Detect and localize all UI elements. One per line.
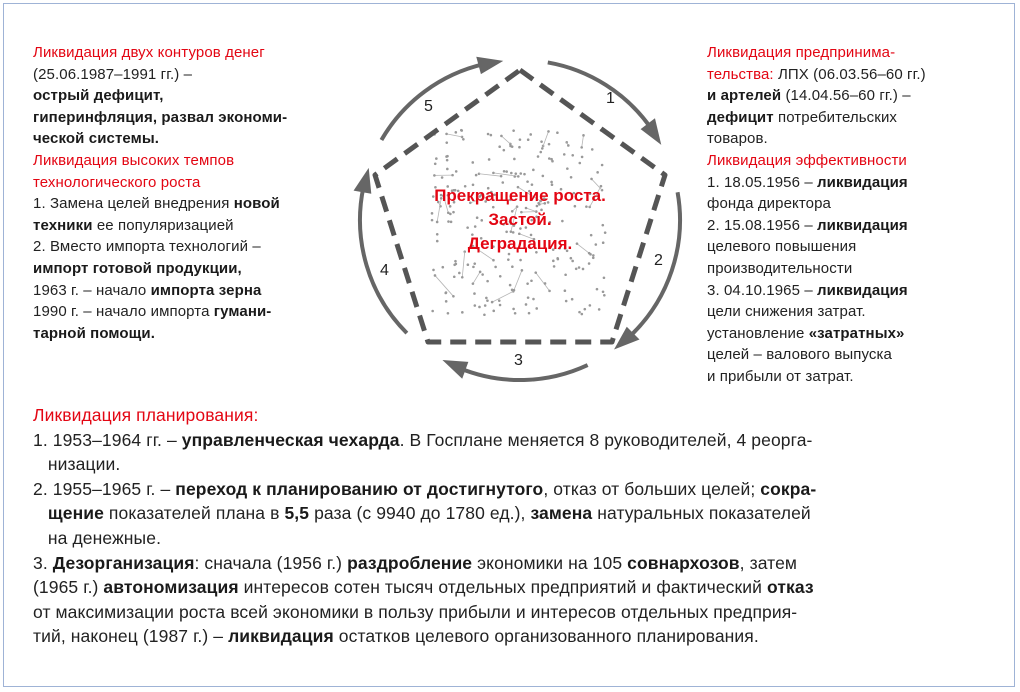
emphasis-text: гумани- [213,303,272,321]
network-node [451,174,454,177]
right-text-line [707,193,926,215]
bottom-text-line [33,452,816,477]
network-node [446,168,449,171]
heading-text: Ликвидация планирования: [33,405,259,425]
network-node [567,144,570,147]
bottom-text-line [33,501,816,526]
network-node [431,310,434,313]
bottom-text-line [33,403,816,428]
network-node [481,273,484,276]
emphasis-text: отказ [766,577,814,598]
center-line-2: Застой. [488,210,552,229]
network-node [527,296,530,299]
network-node [553,265,556,268]
network-node [509,145,512,148]
network-node [564,273,567,276]
cycle-number-1: 1 [606,90,615,107]
network-node [447,312,450,315]
left-text-line [33,236,287,258]
right-text-line [707,258,926,280]
network-node [556,131,559,134]
left-text-line [33,258,287,280]
body-text: потребительских [773,108,898,126]
network-node [565,300,568,303]
emphasis-text: раздробление [347,552,473,573]
network-node [530,279,533,282]
network-node [544,282,547,285]
body-text: установление [707,324,809,342]
network-node [580,146,583,149]
network-node [556,257,559,260]
network-node [505,170,508,173]
network-node [596,288,599,291]
network-node [492,259,495,262]
network-node [532,169,535,172]
network-node [509,284,512,287]
network-node [441,176,444,179]
heading-text: Ликвидация двух контуров денег [33,44,265,61]
network-node [452,295,455,298]
network-edge [514,270,522,290]
planning-text-block [33,403,816,649]
network-node [548,290,551,293]
network-edge [492,291,513,302]
network-node [526,282,529,285]
network-node [582,134,585,137]
network-node [578,162,581,165]
network-node [578,266,581,269]
network-node [453,275,456,278]
network-node [486,280,489,283]
body-text: 3. [33,552,53,573]
network-node [541,147,544,150]
network-edge [479,174,501,176]
network-node [578,311,581,314]
bottom-text-line [33,526,816,551]
network-node [582,268,585,271]
right-text-line [707,236,926,258]
emphasis-text: щение [47,503,104,524]
network-node [472,266,475,269]
right-text-line [707,344,926,366]
body-text: (25.06.1987–1991 гг.) – [33,65,193,83]
emphasis-text: замена [530,503,593,524]
network-node [473,262,476,265]
network-node [460,129,463,132]
body-text: и прибыли от затрат. [707,367,854,385]
network-node [537,155,540,158]
network-node [455,170,458,173]
center-line-3: Деградация. [467,234,573,253]
network-node [571,154,574,157]
body-text: низации. [33,454,121,475]
body-text: производительности [707,259,853,277]
left-text-line [33,323,287,345]
right-text-block [707,42,926,388]
network-node [596,171,599,174]
emphasis-text: 5,5 [284,503,310,524]
body-text: на денежные. [33,527,162,548]
network-node [598,308,601,311]
network-node [498,145,501,148]
heading-text: тельства: [707,65,774,83]
emphasis-text: «затратных» [808,324,905,342]
body-text: , затем [739,552,798,573]
emphasis-text: острый дефицит, [33,87,164,105]
body-text: остатков целевого организованного планирования. [333,626,759,647]
network-node [478,306,481,309]
network-node [474,304,477,307]
network-node [484,304,487,307]
emphasis-text: тарной помощи. [33,324,155,342]
body-text: 1. 1953–1964 гг. – [33,429,182,450]
left-text-line [33,301,287,323]
network-node [499,275,502,278]
network-edge [435,275,453,296]
network-edge [582,135,584,147]
body-text: раза (с 9940 до 1780 ед.), [309,503,531,524]
network-node [458,272,461,275]
network-node [514,172,517,175]
network-node [527,138,530,141]
cycle-arrow-1 [548,62,651,128]
network-node [507,258,510,261]
emphasis-text: ликвидация [228,626,334,647]
bottom-text-line [33,477,816,502]
network-node [471,161,474,164]
left-text-block [33,42,287,344]
emphasis-text: и артелей [707,87,782,105]
body-text: (14.04.56–60 гг.) – [781,87,911,105]
network-node [462,138,465,141]
cycle-number-4: 4 [380,262,389,279]
network-node [539,151,542,154]
network-node [490,134,493,137]
arrowhead-icon [442,360,468,379]
body-text: 1990 г. – начало импорта [33,303,214,321]
body-text: от максимизации роста всей экономики в пользу прибыли и интересов отдельных предприя- [33,601,798,622]
network-node [548,157,551,160]
bottom-text-line [33,575,816,600]
network-node [513,175,516,178]
right-text-line [707,323,926,345]
network-node [540,140,543,143]
right-text-line [707,150,926,172]
network-node [603,276,606,279]
network-node [461,311,464,314]
center-line-1: Прекращение роста. [434,186,606,205]
network-node [603,294,606,297]
emphasis-text: ликвидация [817,281,908,299]
body-text: целей – валового выпуска [707,346,892,364]
right-text-line [707,42,926,64]
right-text-line [707,301,926,323]
left-text-line [33,64,287,86]
network-node [499,304,502,307]
network-node [552,260,555,263]
body-text: ЛПХ (06.03.56–60 гг.) [773,65,926,83]
network-edge [447,134,462,137]
body-text [33,503,48,523]
body-text: 3. 04.10.1965 – [707,281,818,299]
network-node [588,262,591,265]
center-caption [400,184,640,256]
network-edge [501,136,510,144]
emphasis-text: ликвидация [817,173,908,191]
network-node [575,267,578,270]
network-node [564,289,567,292]
emphasis-text: переход к планированию от достигнутого [175,478,544,499]
network-node [441,266,444,269]
network-node [488,158,491,161]
network-node [517,175,520,178]
emphasis-text: совнархозов [627,552,740,573]
network-edge [536,273,550,291]
network-node [512,129,515,132]
network-node [491,301,494,304]
heading-text: Ликвидация эффективности [707,151,907,169]
network-node [513,289,516,292]
network-node [435,157,438,160]
network-node [523,173,526,176]
body-text: 1963 г. – начало [33,281,151,299]
network-node [498,299,501,302]
right-text-line [707,172,926,194]
body-text: целевого повышения [707,238,857,256]
cycle-number-2: 2 [654,252,663,269]
network-node [479,271,482,274]
left-text-line [33,85,287,107]
left-text-line [33,107,287,129]
network-node [519,138,522,141]
emphasis-text: импорта зерна [150,281,262,299]
cycle-number-3: 3 [514,352,523,369]
heading-text: технологического роста [33,173,201,191]
network-node [486,299,489,302]
network-node [433,174,436,177]
network-edge [473,272,480,284]
body-text: экономики на 105 [472,552,628,573]
network-node [434,162,437,165]
heading-text: Ликвидация предпринима- [707,44,896,61]
emphasis-text: Дезорганизация [52,552,195,573]
emphasis-text: техники [33,216,93,234]
network-node [581,156,584,159]
body-text: тий, наконец (1987 г.) – [33,626,229,647]
bottom-text-line [33,600,816,625]
network-node [444,292,447,295]
network-node [592,257,595,260]
network-node [514,312,517,315]
network-node [583,308,586,311]
network-node [483,313,486,316]
network-node [519,172,522,175]
network-node [510,172,513,175]
left-text-line [33,193,287,215]
left-text-line [33,150,287,172]
network-node [518,146,521,149]
body-text: товаров. [707,130,768,148]
network-node [461,276,464,279]
arrowhead-icon [354,168,372,194]
body-text: 1. Замена целей внедрения [33,195,234,213]
body-text: показателей плана в [103,503,285,524]
network-node [548,143,551,146]
body-text: , отказ от больших целей; [543,478,761,499]
network-node [473,292,476,295]
emphasis-text: управленческая чехарда [181,429,400,450]
bottom-text-line [33,428,816,453]
left-text-line [33,172,287,194]
emphasis-text: дефицит [707,108,774,126]
network-node [601,164,604,167]
left-text-line [33,42,287,64]
network-node [581,313,584,316]
body-text: . В Госплане меняется 8 руководителей, 4 реорга- [399,429,813,450]
network-node [445,133,448,136]
right-text-line [707,366,926,388]
emphasis-text: ликвидация [817,216,908,234]
network-node [532,298,535,301]
left-text-line [33,215,287,237]
network-node [475,174,478,177]
body-text: интересов сотен тысяч отдельных предприятий и фактический [238,577,767,598]
body-text: 1. 18.05.1956 – [707,173,818,191]
arrowhead-icon [476,57,503,74]
network-node [512,308,515,311]
right-text-line [707,280,926,302]
network-node [547,130,550,133]
body-text: цели снижения затрат. [707,303,866,321]
network-node [570,257,573,260]
network-node [590,178,593,181]
network-node [492,172,495,175]
body-text: 2. Вместо импорта технологий – [33,238,261,256]
body-text: натуральных показателей [592,503,811,524]
network-node [571,298,574,301]
network-node [602,290,605,293]
body-text: 2. 15.08.1956 – [707,216,818,234]
network-node [529,133,532,136]
emphasis-text: импорт готовой продукции, [33,259,242,277]
network-node [455,131,458,134]
network-node [589,304,592,307]
network-node [513,158,516,161]
network-node [563,153,566,156]
network-node [455,263,458,266]
right-text-line [707,64,926,86]
network-node [511,265,514,268]
network-node [434,274,437,277]
network-node [571,260,574,263]
emphasis-text: ческой системы. [33,130,160,148]
network-node [526,180,529,183]
network-node [445,155,448,158]
network-node [566,167,569,170]
body-text: ее популяризацией [92,216,234,234]
bottom-text-line [33,551,816,576]
body-text: : сначала (1956 г.) [194,552,348,573]
network-node [485,297,488,300]
cycle-number-5: 5 [424,98,433,115]
network-node [500,135,503,138]
network-node [534,271,537,274]
left-text-line [33,280,287,302]
emphasis-text: автономизация [103,577,239,598]
network-node [570,176,573,179]
network-node [492,310,495,313]
right-text-line [707,128,926,150]
network-node [467,263,470,266]
network-node [519,259,522,262]
right-text-line [707,107,926,129]
right-text-line [707,85,926,107]
body-text: 2. 1955–1965 г. – [33,478,176,499]
network-node [550,181,553,184]
network-node [591,148,594,151]
network-node [521,269,524,272]
network-node [494,266,497,269]
arrowhead-icon [641,118,662,145]
network-node [445,141,448,144]
network-node [503,149,506,152]
network-node [535,307,538,310]
network-node [542,175,545,178]
emphasis-text: сокра- [760,478,817,499]
bottom-text-line [33,624,816,649]
network-node [454,260,457,263]
cycle-arrow-3 [460,365,588,380]
network-node [528,312,531,315]
left-text-line [33,128,287,150]
network-node [551,160,554,163]
network-node [503,170,506,173]
body-text: (1965 г.) [33,577,104,598]
body-text: фонда директора [707,195,832,213]
emphasis-text: гиперинфляция, развал экономи- [33,108,288,126]
network-node [446,159,449,162]
network-node [445,300,448,303]
heading-text: Ликвидация высоких темпов [33,151,235,169]
network-node [525,303,528,306]
right-text-line [707,215,926,237]
network-node [487,133,490,136]
emphasis-text: новой [233,195,280,213]
network-node [472,282,475,285]
network-edge [542,131,548,148]
network-node [432,269,435,272]
network-node [500,175,503,178]
